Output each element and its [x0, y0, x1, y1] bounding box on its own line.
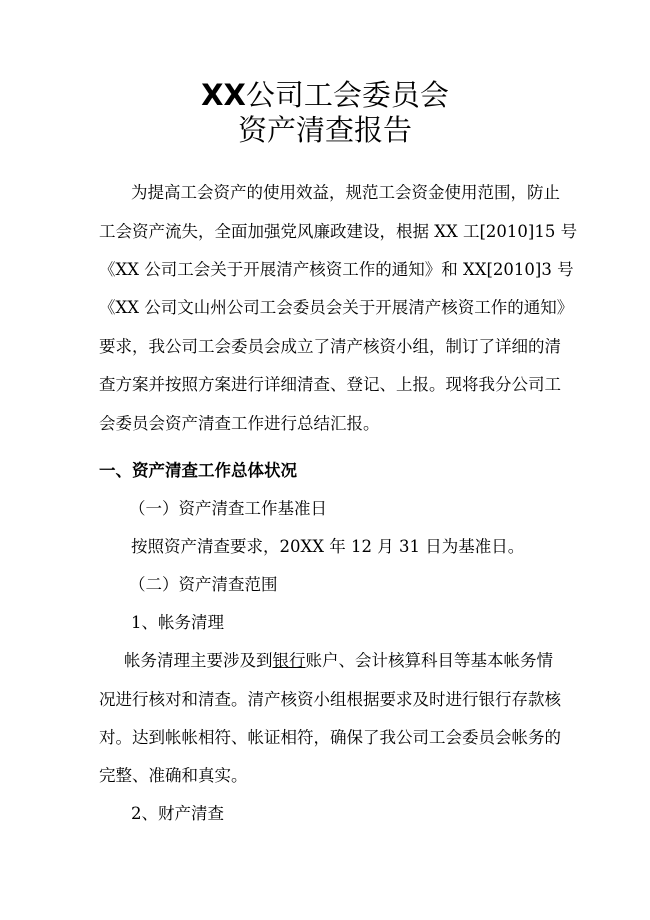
item-text-after-link: 账户、会计核算科目等基本帐务情 [305, 651, 553, 670]
intro-paragraph-line: 《XX 公司文山州公司工会委员会关于开展清产核资工作的通知》 [99, 298, 574, 317]
intro-paragraph-line: 为提高工会资产的使用效益，规范工会资金使用范围，防止 [131, 183, 560, 202]
bank-hyperlink[interactable]: 银行 [272, 651, 306, 670]
intro-paragraph-line: 要求，我公司工会委员会成立了清产核资小组，制订了详细的清 [99, 337, 561, 356]
intro-paragraph-line: 会委员会资产清查工作进行总结汇报。 [99, 414, 380, 433]
document-title-line1 [0, 78, 650, 112]
section-heading: 一、资产清查工作总体状况 [99, 461, 297, 480]
subsection-heading: （二）资产清查范围 [129, 575, 278, 594]
subsection-heading: （一）资产清查工作基准日 [129, 499, 327, 518]
item-text-before-link: 帐务清理主要涉及到 [124, 651, 273, 670]
title-company-prefix: XX [201, 78, 246, 112]
subsection-text: 按照资产清查要求，20XX 年 12 月 31 日为基准日。 [131, 537, 525, 556]
item-paragraph-line: 况进行核对和清查。清产核资小组根据要求及时进行银行存款核 [99, 690, 561, 709]
intro-paragraph-line: 查方案并按照方案进行详细清查、登记、上报。现将我分公司工 [99, 375, 561, 394]
item-paragraph-line: 对。达到帐帐相符、帐证相符，确保了我公司工会委员会帐务的 [99, 728, 561, 747]
item-paragraph-line [124, 650, 551, 672]
title-org-name: 公司工会委员会 [245, 78, 449, 112]
document-title-line2: 资产清查报告 [237, 113, 412, 147]
item-heading: 2、财产清查 [131, 804, 224, 823]
intro-paragraph-line: 《XX 公司工会关于开展清产核资工作的通知》和 XX[2010]3 号 [99, 260, 574, 279]
intro-paragraph-line: 工会资产流失，全面加强党风廉政建设，根据 XX 工[2010]15 号 [99, 222, 578, 241]
item-paragraph-line: 完整、准确和真实。 [99, 766, 248, 785]
item-heading: 1、帐务清理 [131, 613, 224, 632]
